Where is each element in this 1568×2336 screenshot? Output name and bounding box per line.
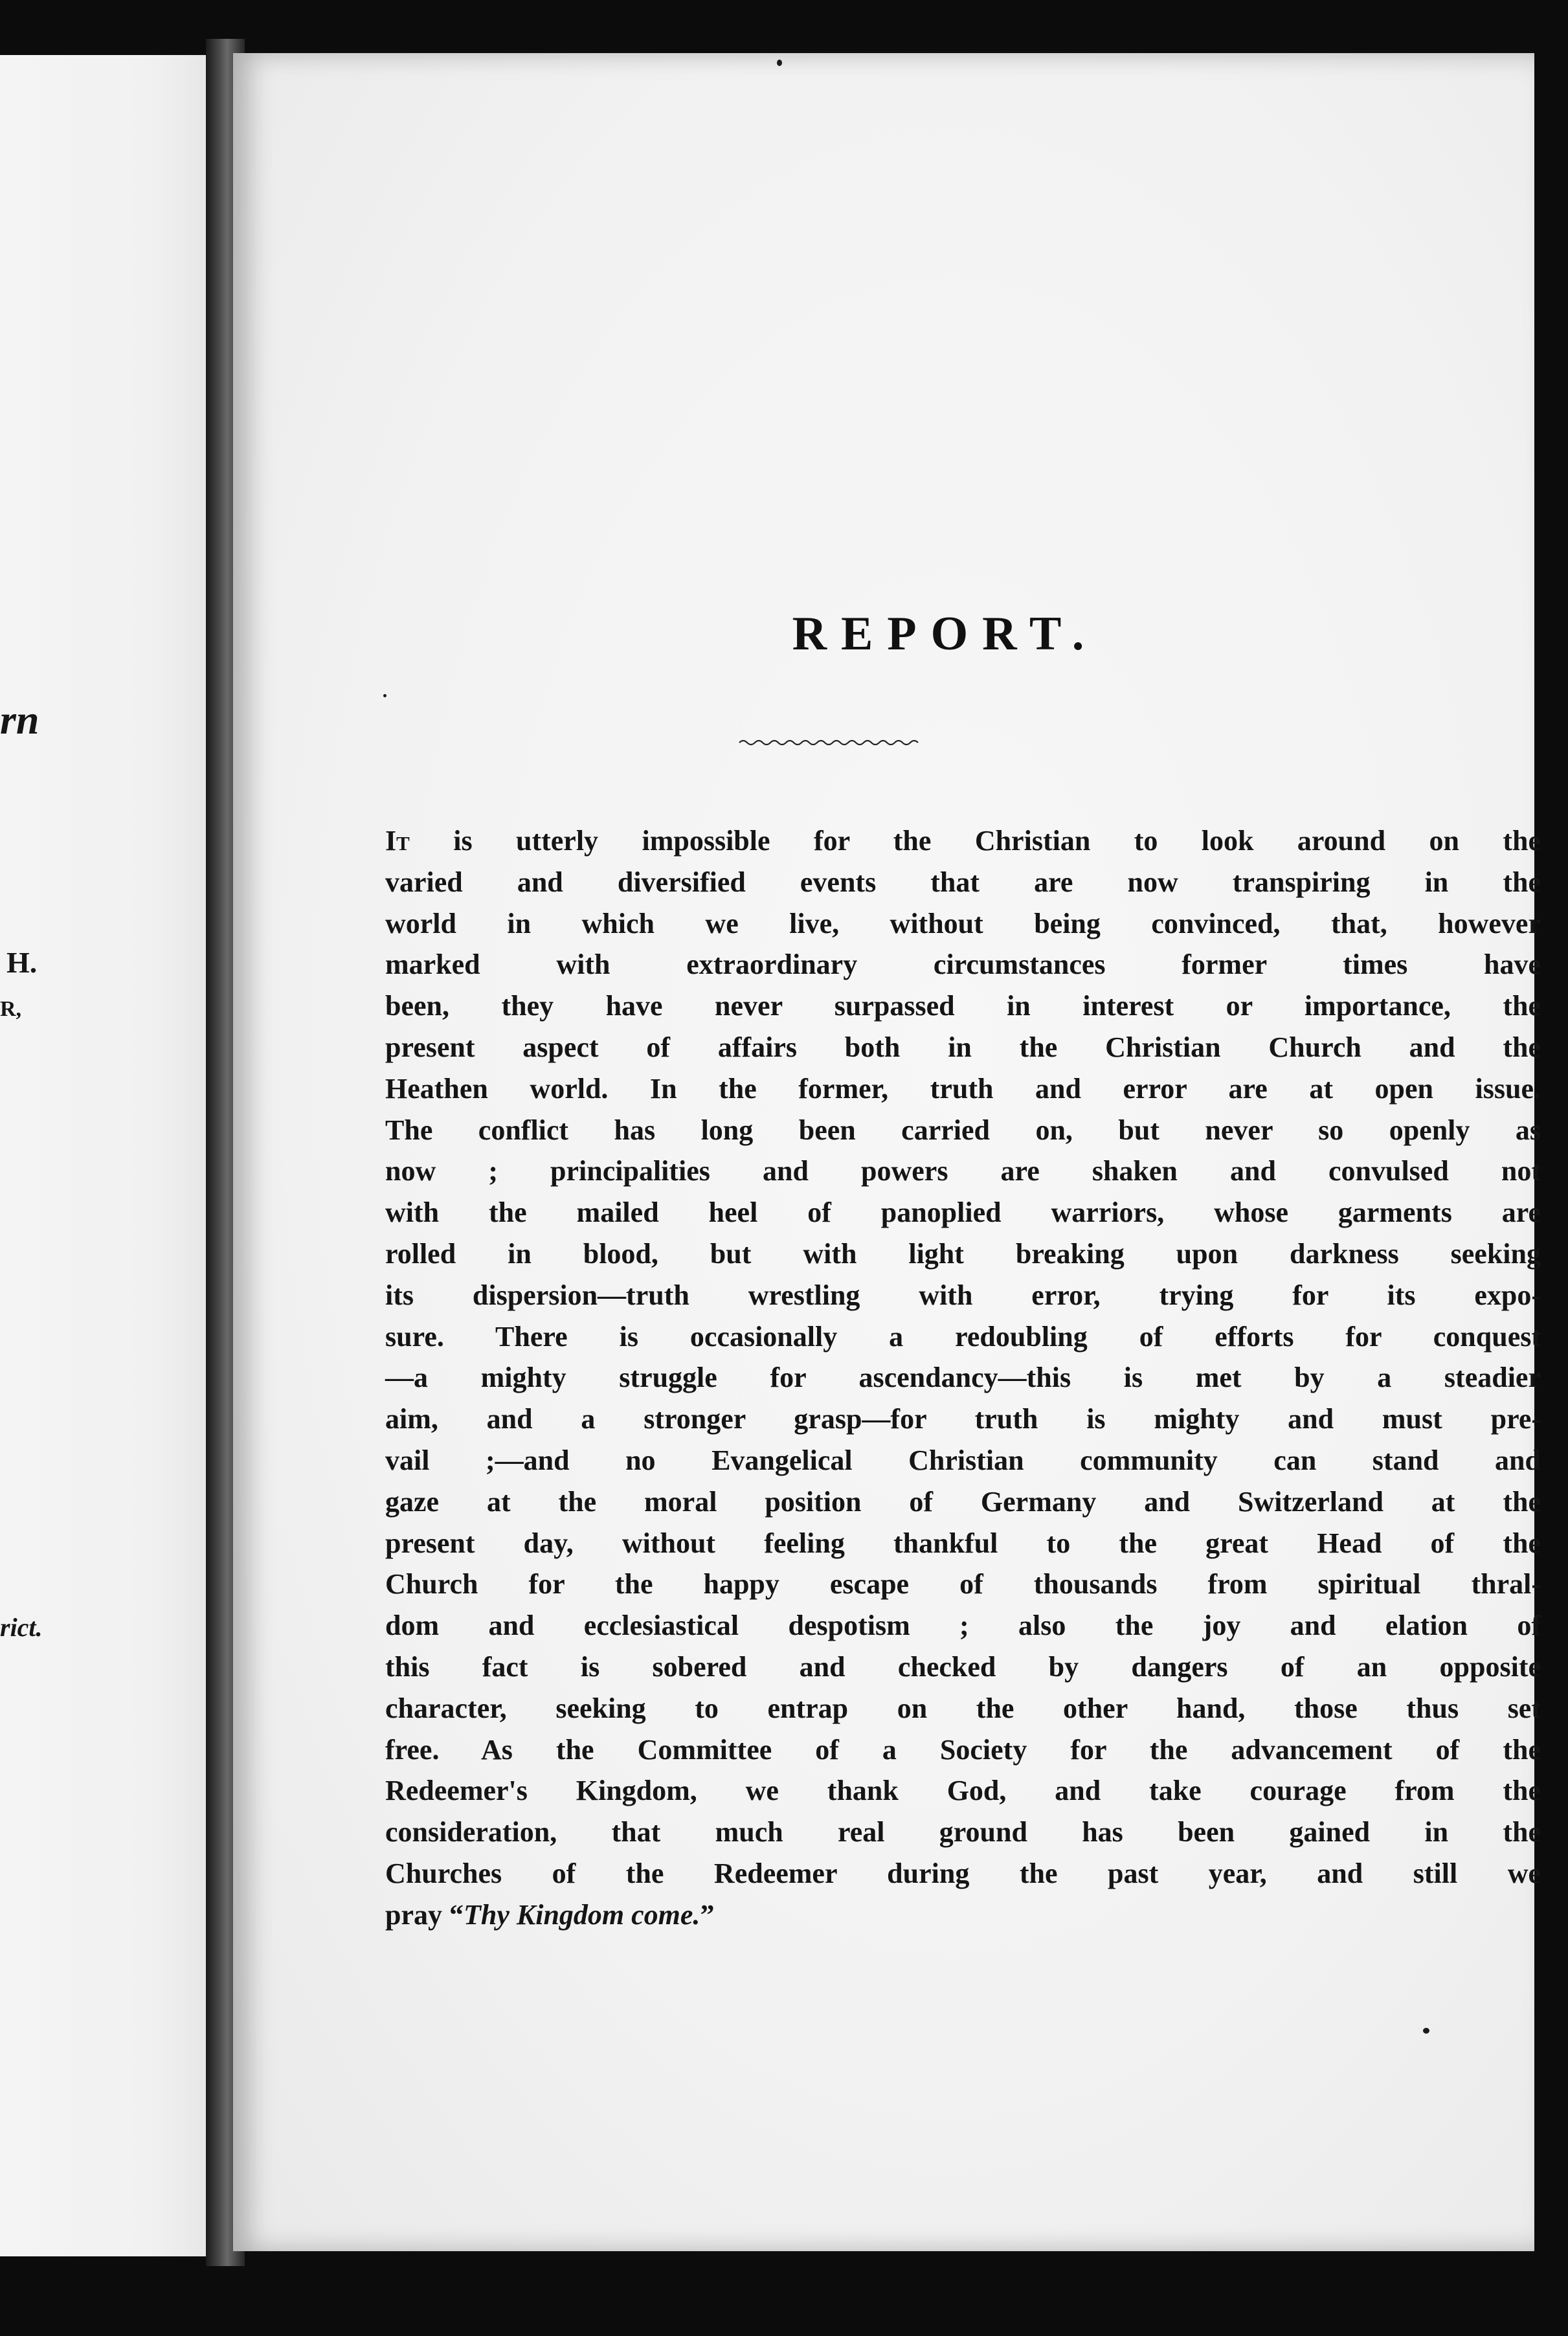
body-line: The conflict has long been carried on, but never so openly as <box>385 1114 1541 1146</box>
body-line: It is utterly impossible for the Christian to look around on the <box>385 825 1541 857</box>
body-line: vail ;—and no Evangelical Christian community can stand and <box>385 1444 1541 1476</box>
body-line: with the mailed heel of panoplied warriors, whose garments are <box>385 1196 1541 1229</box>
body-line: gaze at the moral position of Germany and Switzerland at the <box>385 1485 1541 1518</box>
body-line: its dispersion—truth wrestling with error, trying for its expo- <box>385 1279 1541 1311</box>
body-line: been, they have never surpassed in interest or importance, the <box>385 990 1541 1022</box>
paper-speck <box>1423 2028 1429 2034</box>
body-line: Churches of the Redeemer during the past year, and still we <box>385 1857 1541 1889</box>
body-line: this fact is sobered and checked by dangers of an opposite <box>385 1650 1541 1683</box>
body-line: Redeemer's Kingdom, we thank God, and take courage from the <box>385 1775 1541 1807</box>
opening-word: It <box>385 825 410 857</box>
left-page-fragment: H. <box>6 946 38 979</box>
body-line: dom and ecclesiastical despotism ; also the joy and elation of <box>385 1610 1541 1642</box>
left-page-fragment: rn <box>0 697 39 743</box>
body-line: sure. There is occasionally a redoubling of efforts for conquest <box>385 1320 1541 1353</box>
paper-speck <box>777 60 782 66</box>
body-line: aim, and a stronger grasp—for truth is mighty and must pre- <box>385 1403 1541 1435</box>
body-line: rolled in blood, but with light breaking upon darkness seeking <box>385 1237 1541 1270</box>
body-line: world in which we live, without being convinced, that, however <box>385 907 1541 939</box>
report-body <box>385 820 1541 1936</box>
body-line: present day, without feeling thankful to the great Head of the <box>385 1527 1541 1559</box>
body-line: —a mighty struggle for ascendancy—this is met by a steadier <box>385 1362 1541 1394</box>
body-line: consideration, that much real ground has been gained in the <box>385 1816 1541 1848</box>
body-line: marked with extraordinary circumstances former times have <box>385 949 1541 981</box>
body-line-final: pray “Thy Kingdom come.” <box>385 1898 715 1931</box>
ornamental-rule <box>738 737 919 747</box>
body-line: Church for the happy escape of thousands from spiritual thral- <box>385 1568 1541 1600</box>
report-page <box>233 53 1541 2251</box>
previous-page-edge <box>0 55 214 2256</box>
italic-phrase: Thy Kingdom come. <box>464 1898 700 1931</box>
left-page-fragment: R, <box>0 997 22 1021</box>
body-line: now ; principalities and powers are shaken and convulsed not <box>385 1155 1541 1187</box>
body-line: varied and diversified events that are now transpiring in the <box>385 866 1541 898</box>
body-line: character, seeking to entrap on the other hand, those thus set <box>385 1692 1541 1724</box>
body-line: free. As the Committee of a Society for the advancement of the <box>385 1733 1541 1766</box>
body-line: present aspect of affairs both in the Christian Church and the <box>385 1031 1541 1063</box>
page-title: REPORT. <box>792 607 1099 660</box>
left-page-fragment: rict. <box>0 1613 43 1642</box>
body-line: Heathen world. In the former, truth and error are at open issue. <box>385 1072 1541 1105</box>
paper-speck <box>383 694 386 697</box>
